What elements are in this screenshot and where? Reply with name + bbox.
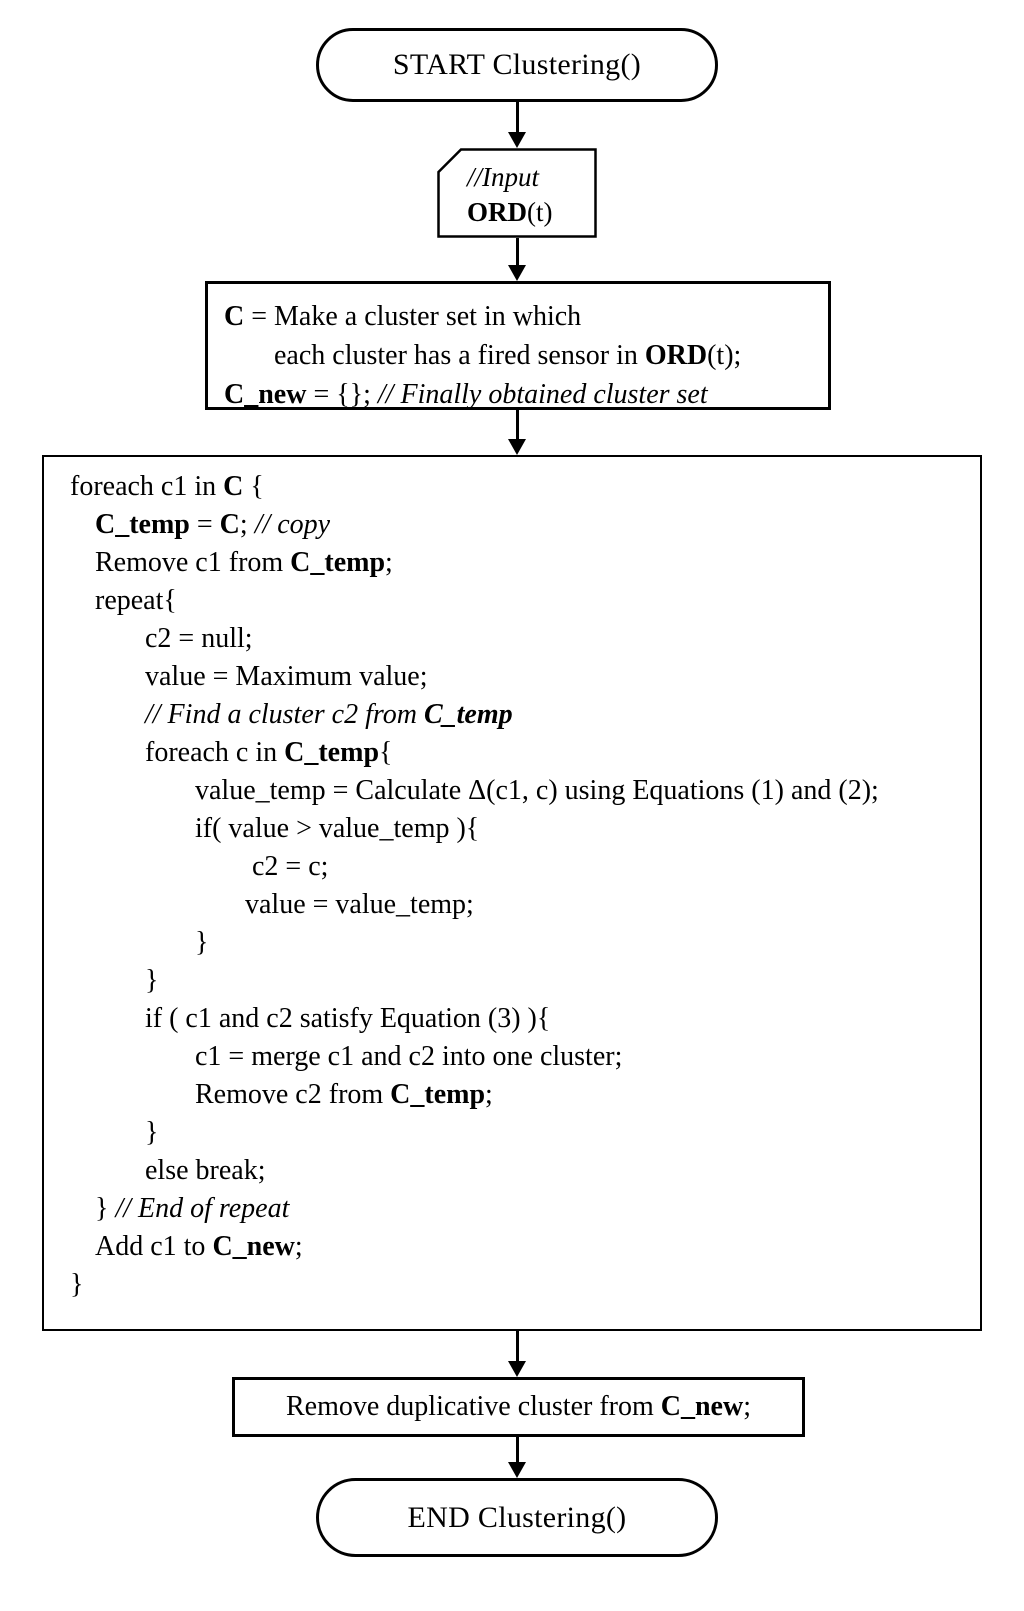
text-segment: ;: [743, 1391, 751, 1422]
code-line: [70, 772, 980, 810]
code-line: [70, 734, 980, 772]
text-segment: value = Maximum value;: [145, 661, 428, 692]
code-line: [70, 468, 980, 506]
code-line: [70, 810, 980, 848]
text-segment: ;: [239, 509, 255, 540]
text-segment: c2 = c;: [245, 851, 329, 882]
code-line: [70, 1152, 980, 1190]
text-segment: C_new: [660, 1391, 744, 1422]
arrow-line: [516, 1331, 519, 1361]
text-segment: if ( c1 and c2 satisfy Equation (3) ){: [145, 1003, 551, 1034]
code-line: [70, 544, 980, 582]
arrow-head-icon: [508, 1462, 526, 1478]
text-segment: }: [145, 1117, 159, 1148]
code-line: [70, 1076, 980, 1114]
text-segment: each cluster has a fired sensor in: [274, 340, 645, 371]
code-line: [70, 924, 980, 962]
text-segment: c1 = merge c1 and c2 into one cluster;: [195, 1041, 623, 1072]
arrow-line: [516, 238, 519, 265]
code-line: [224, 297, 828, 336]
text-segment: c2 = null;: [145, 623, 253, 654]
text-segment: Remove duplicative cluster from: [285, 1391, 661, 1422]
text-segment: ;: [385, 547, 393, 578]
loop-code-lines: [44, 457, 980, 1304]
text-segment: (t): [527, 197, 553, 227]
code-line: [70, 582, 980, 620]
text-segment: foreach c in: [145, 737, 285, 768]
arrow-line: [516, 1437, 519, 1462]
text-segment: Remove c1 from: [95, 547, 291, 578]
flow-arrow-loop-to-dedup: [508, 1331, 526, 1377]
text-segment: (t);: [707, 340, 742, 371]
start-label: START Clustering(): [392, 48, 642, 81]
flow-arrow-input-to-init: [508, 238, 526, 281]
code-line: [70, 1038, 980, 1076]
code-line: [70, 506, 980, 544]
code-line: [70, 962, 980, 1000]
init-cluster-box: [205, 281, 831, 410]
text-segment: C_new: [212, 1231, 295, 1262]
code-line: [70, 620, 980, 658]
text-segment: //Input: [467, 162, 539, 192]
arrow-head-icon: [508, 265, 526, 281]
text-segment: value = value_temp;: [245, 889, 474, 920]
remove-duplicates-box: [232, 1377, 805, 1437]
arrow-line: [516, 102, 519, 132]
loop-pseudocode-box: [42, 455, 982, 1331]
text-segment: // End of repeat: [115, 1193, 290, 1224]
code-line: [70, 1266, 980, 1304]
input-comment-line: [467, 160, 597, 195]
text-segment: C_new: [224, 379, 307, 410]
text-segment: ;: [485, 1079, 493, 1110]
text-segment: =: [189, 509, 220, 540]
text-segment: C: [219, 509, 240, 540]
text-segment: ORD: [644, 340, 708, 371]
arrow-head-icon: [508, 439, 526, 455]
text-segment: Remove c2 from: [195, 1079, 391, 1110]
text-segment: = Make a cluster set in which: [244, 301, 582, 332]
text-segment: }: [95, 1193, 116, 1224]
text-segment: C: [224, 301, 245, 332]
text-segment: C: [223, 471, 244, 502]
text-segment: // Finally obtained cluster set: [377, 379, 708, 410]
code-line: [70, 1000, 980, 1038]
text-segment: // Find a cluster c2 from: [145, 699, 424, 730]
input-value-line: [467, 195, 597, 230]
end-label: END Clustering(): [407, 1500, 627, 1534]
flow-arrow-init-to-loop: [508, 410, 526, 455]
text-segment: C_temp: [290, 547, 386, 578]
flow-arrow-start-to-input: [508, 102, 526, 148]
input-node: [437, 148, 597, 238]
arrow-head-icon: [508, 1361, 526, 1377]
text-segment: {: [379, 737, 393, 768]
text-segment: foreach c1 in: [70, 471, 224, 502]
text-segment: C_temp: [390, 1079, 486, 1110]
text-segment: C_temp: [95, 509, 190, 540]
text-segment: Add c1 to: [95, 1231, 213, 1262]
text-segment: ORD: [467, 197, 527, 227]
end-node: [316, 1478, 718, 1557]
code-line: [70, 1114, 980, 1152]
text-segment: }: [70, 1269, 84, 1300]
text-segment: repeat{: [95, 585, 177, 616]
flow-arrow-dedup-to-end: [508, 1437, 526, 1478]
code-line: [70, 696, 980, 734]
code-line: [70, 658, 980, 696]
code-line: [224, 375, 828, 414]
text-segment: // copy: [254, 509, 331, 540]
code-line: [70, 1190, 980, 1228]
text-segment: }: [145, 965, 159, 996]
text-segment: ;: [294, 1231, 303, 1262]
text-segment: value_temp = Calculate Δ(c1, c) using Equations (1) and (2);: [195, 775, 879, 806]
text-segment: = {};: [306, 379, 378, 410]
arrow-line: [516, 410, 519, 439]
text-segment: }: [195, 927, 209, 958]
remove-duplicates-label: [286, 1391, 751, 1423]
input-text: [437, 160, 597, 230]
init-code-lines: [208, 284, 828, 414]
text-segment: if( value > value_temp ){: [195, 813, 480, 844]
start-node: [316, 28, 718, 102]
arrow-head-icon: [508, 132, 526, 148]
code-line: [224, 336, 828, 375]
code-line: [70, 1228, 980, 1266]
text-segment: C_temp: [284, 737, 380, 768]
text-segment: else break;: [145, 1155, 266, 1186]
text-segment: C_temp: [423, 699, 513, 730]
code-line: [70, 886, 980, 924]
text-segment: {: [243, 471, 264, 502]
code-line: [70, 848, 980, 886]
